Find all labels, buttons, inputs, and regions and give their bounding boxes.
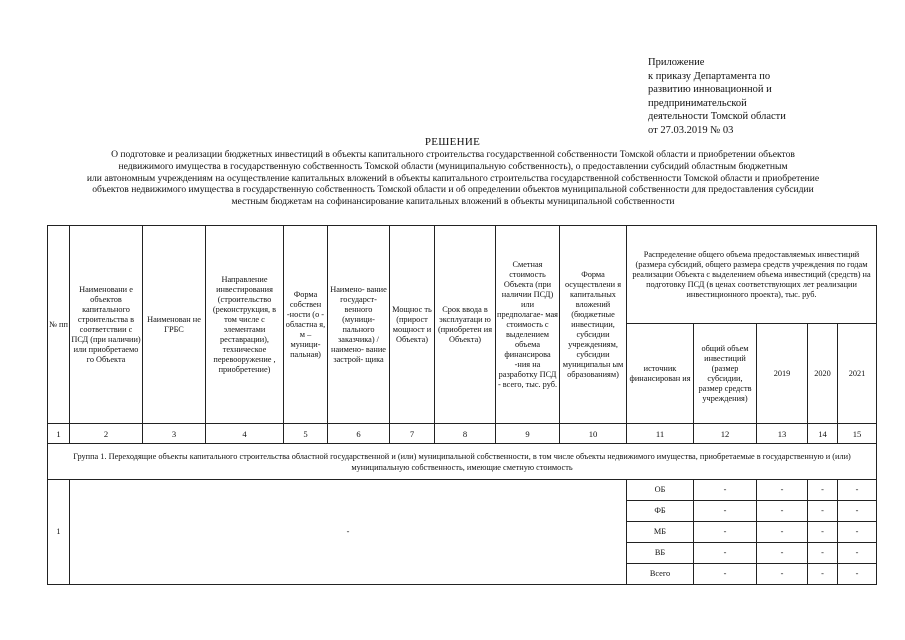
source-name: ВБ xyxy=(627,543,694,564)
header-investment-form: Форма осуществлени я капитальных вложений (бюджетные инвестиции, субсидии учреждениям, субсидии муниципальн ым образованиям) xyxy=(560,226,627,424)
column-number: 15 xyxy=(838,424,877,444)
source-2020: - xyxy=(808,543,838,564)
source-total: - xyxy=(694,543,757,564)
source-2019: - xyxy=(757,522,808,543)
source-2019: - xyxy=(757,564,808,585)
header-direction: Направление инвестирования (строительство (реконструкция, в том числе с элементами реставрации), техническое перевооружение , приобретение) xyxy=(206,226,284,424)
source-2019: - xyxy=(757,501,808,522)
column-number: 7 xyxy=(390,424,435,444)
column-number: 3 xyxy=(143,424,206,444)
header-source: источник финансирован ия xyxy=(627,324,694,424)
column-number: 2 xyxy=(70,424,143,444)
header-ownership: Форма собствен -ности (о - областна я, м – муници- пальная) xyxy=(284,226,328,424)
subtitle-line: объектов недвижимого имущества в государственную собственность Томской области и об определении объектов муниципальной собственности для предоставления субсидии xyxy=(92,184,814,196)
column-number: 4 xyxy=(206,424,284,444)
appendix-line: Приложение xyxy=(648,57,705,68)
column-number: 5 xyxy=(284,424,328,444)
column-number: 11 xyxy=(627,424,694,444)
source-2021: - xyxy=(838,522,877,543)
column-number: 9 xyxy=(496,424,560,444)
source-total: - xyxy=(694,480,757,501)
header-distribution: Распределение общего объема предоставляемых инвестиций (размера субсидий, общего размера средств учреждения по годам реализации Объекта с выделением объема инвестиций (средств) на подготовку ПСД (в ценах соответствующих лет реализации инвестиционного проекта), тыс. руб. xyxy=(627,226,877,324)
column-number: 6 xyxy=(328,424,390,444)
source-total: - xyxy=(694,522,757,543)
header-object-name: Наименовани е объектов капитального строительства в соответствии с ПСД (при наличии) или приобретаемо го Объекта xyxy=(70,226,143,424)
source-name: ОБ xyxy=(627,480,694,501)
subtitle-line: О подготовке и реализации бюджетных инвестиций в объекты капитального строительства государственной собственности Томской области и приобретении объектов xyxy=(111,149,795,160)
header-grbs: Наименован не ГРБС xyxy=(143,226,206,424)
source-2021: - xyxy=(838,543,877,564)
appendix-line: от 27.03.2019 № 03 xyxy=(648,124,734,136)
appendix-line: деятельности Томской области xyxy=(648,111,786,123)
source-2020: - xyxy=(808,501,838,522)
column-number: 10 xyxy=(560,424,627,444)
appendix-line: к приказу Департамента по xyxy=(648,70,771,82)
header-commissioning: Срок ввода в эксплуатаци ю (приобретен ия Объекта) xyxy=(435,226,496,424)
column-number: 8 xyxy=(435,424,496,444)
subtitle-line: недвижимого имущества в государственную собственность Томской области (муниципальную собственность), о предоставлении субсидий областным бюджетным xyxy=(118,160,788,172)
header-num: № пп xyxy=(48,226,70,424)
source-2019: - xyxy=(757,543,808,564)
header-year-2021: 2021 xyxy=(838,324,877,424)
appendix-block xyxy=(648,56,878,138)
subtitle-line: или автономным учреждениям на осуществление капитальных вложений в объекты капитального строительства государственной собственности Томской области и приобретение xyxy=(86,172,820,184)
appendix-line: предпринимательской xyxy=(648,97,747,109)
header-estimated-cost: Сметная стоимость Объекта (при наличии ПСД) или предполагае- мая стоимость с выделением объема финансирова -ния на разработку ПСД - всего, тыс. руб. xyxy=(496,226,560,424)
column-number: 13 xyxy=(757,424,808,444)
group-row xyxy=(48,444,877,480)
header-capacity: Мощнос ть (прирост мощност и Объекта) xyxy=(390,226,435,424)
source-2021: - xyxy=(838,501,877,522)
investment-table xyxy=(47,225,877,585)
source-name: МБ xyxy=(627,522,694,543)
row-number: 1 xyxy=(48,480,70,585)
subtitle-line: местным бюджетам на софинансирование капитальных вложений в объекты муниципальной собственности xyxy=(231,196,675,208)
column-number: 12 xyxy=(694,424,757,444)
column-number: 1 xyxy=(48,424,70,444)
header-year-2019: 2019 xyxy=(757,324,808,424)
header-year-2020: 2020 xyxy=(808,324,838,424)
appendix-line: развитию инновационной и xyxy=(648,84,772,96)
source-2020: - xyxy=(808,564,838,585)
source-2020: - xyxy=(808,480,838,501)
row-object-details: - xyxy=(70,480,627,585)
source-2019: - xyxy=(757,480,808,501)
source-2021: - xyxy=(838,480,877,501)
header-total-volume: общий объем инвестиций (размер субсидии, размер средств учреждения) xyxy=(694,324,757,424)
column-numbers-row xyxy=(48,424,877,444)
source-total: - xyxy=(694,564,757,585)
document-title: РЕШЕНИЕ xyxy=(424,136,481,148)
group-title: Группа 1. Переходящие объекты капитального строительства областной государственной и (или) муниципальной собственности, в том числе объекты недвижимого имущества, приобретаемые в государственную и (или) муниципальную собственность, имеющие сметную стоимость xyxy=(48,444,877,480)
source-2020: - xyxy=(808,522,838,543)
document-subtitle xyxy=(28,149,878,208)
header-customer: Наимено- вание государст- венного (муници- пального заказчика) / наимено- вание застрой- щика xyxy=(328,226,390,424)
table-row xyxy=(48,480,877,501)
source-total: - xyxy=(694,501,757,522)
column-number: 14 xyxy=(808,424,838,444)
source-name: Всего xyxy=(627,564,694,585)
source-2021: - xyxy=(838,564,877,585)
source-name: ФБ xyxy=(627,501,694,522)
